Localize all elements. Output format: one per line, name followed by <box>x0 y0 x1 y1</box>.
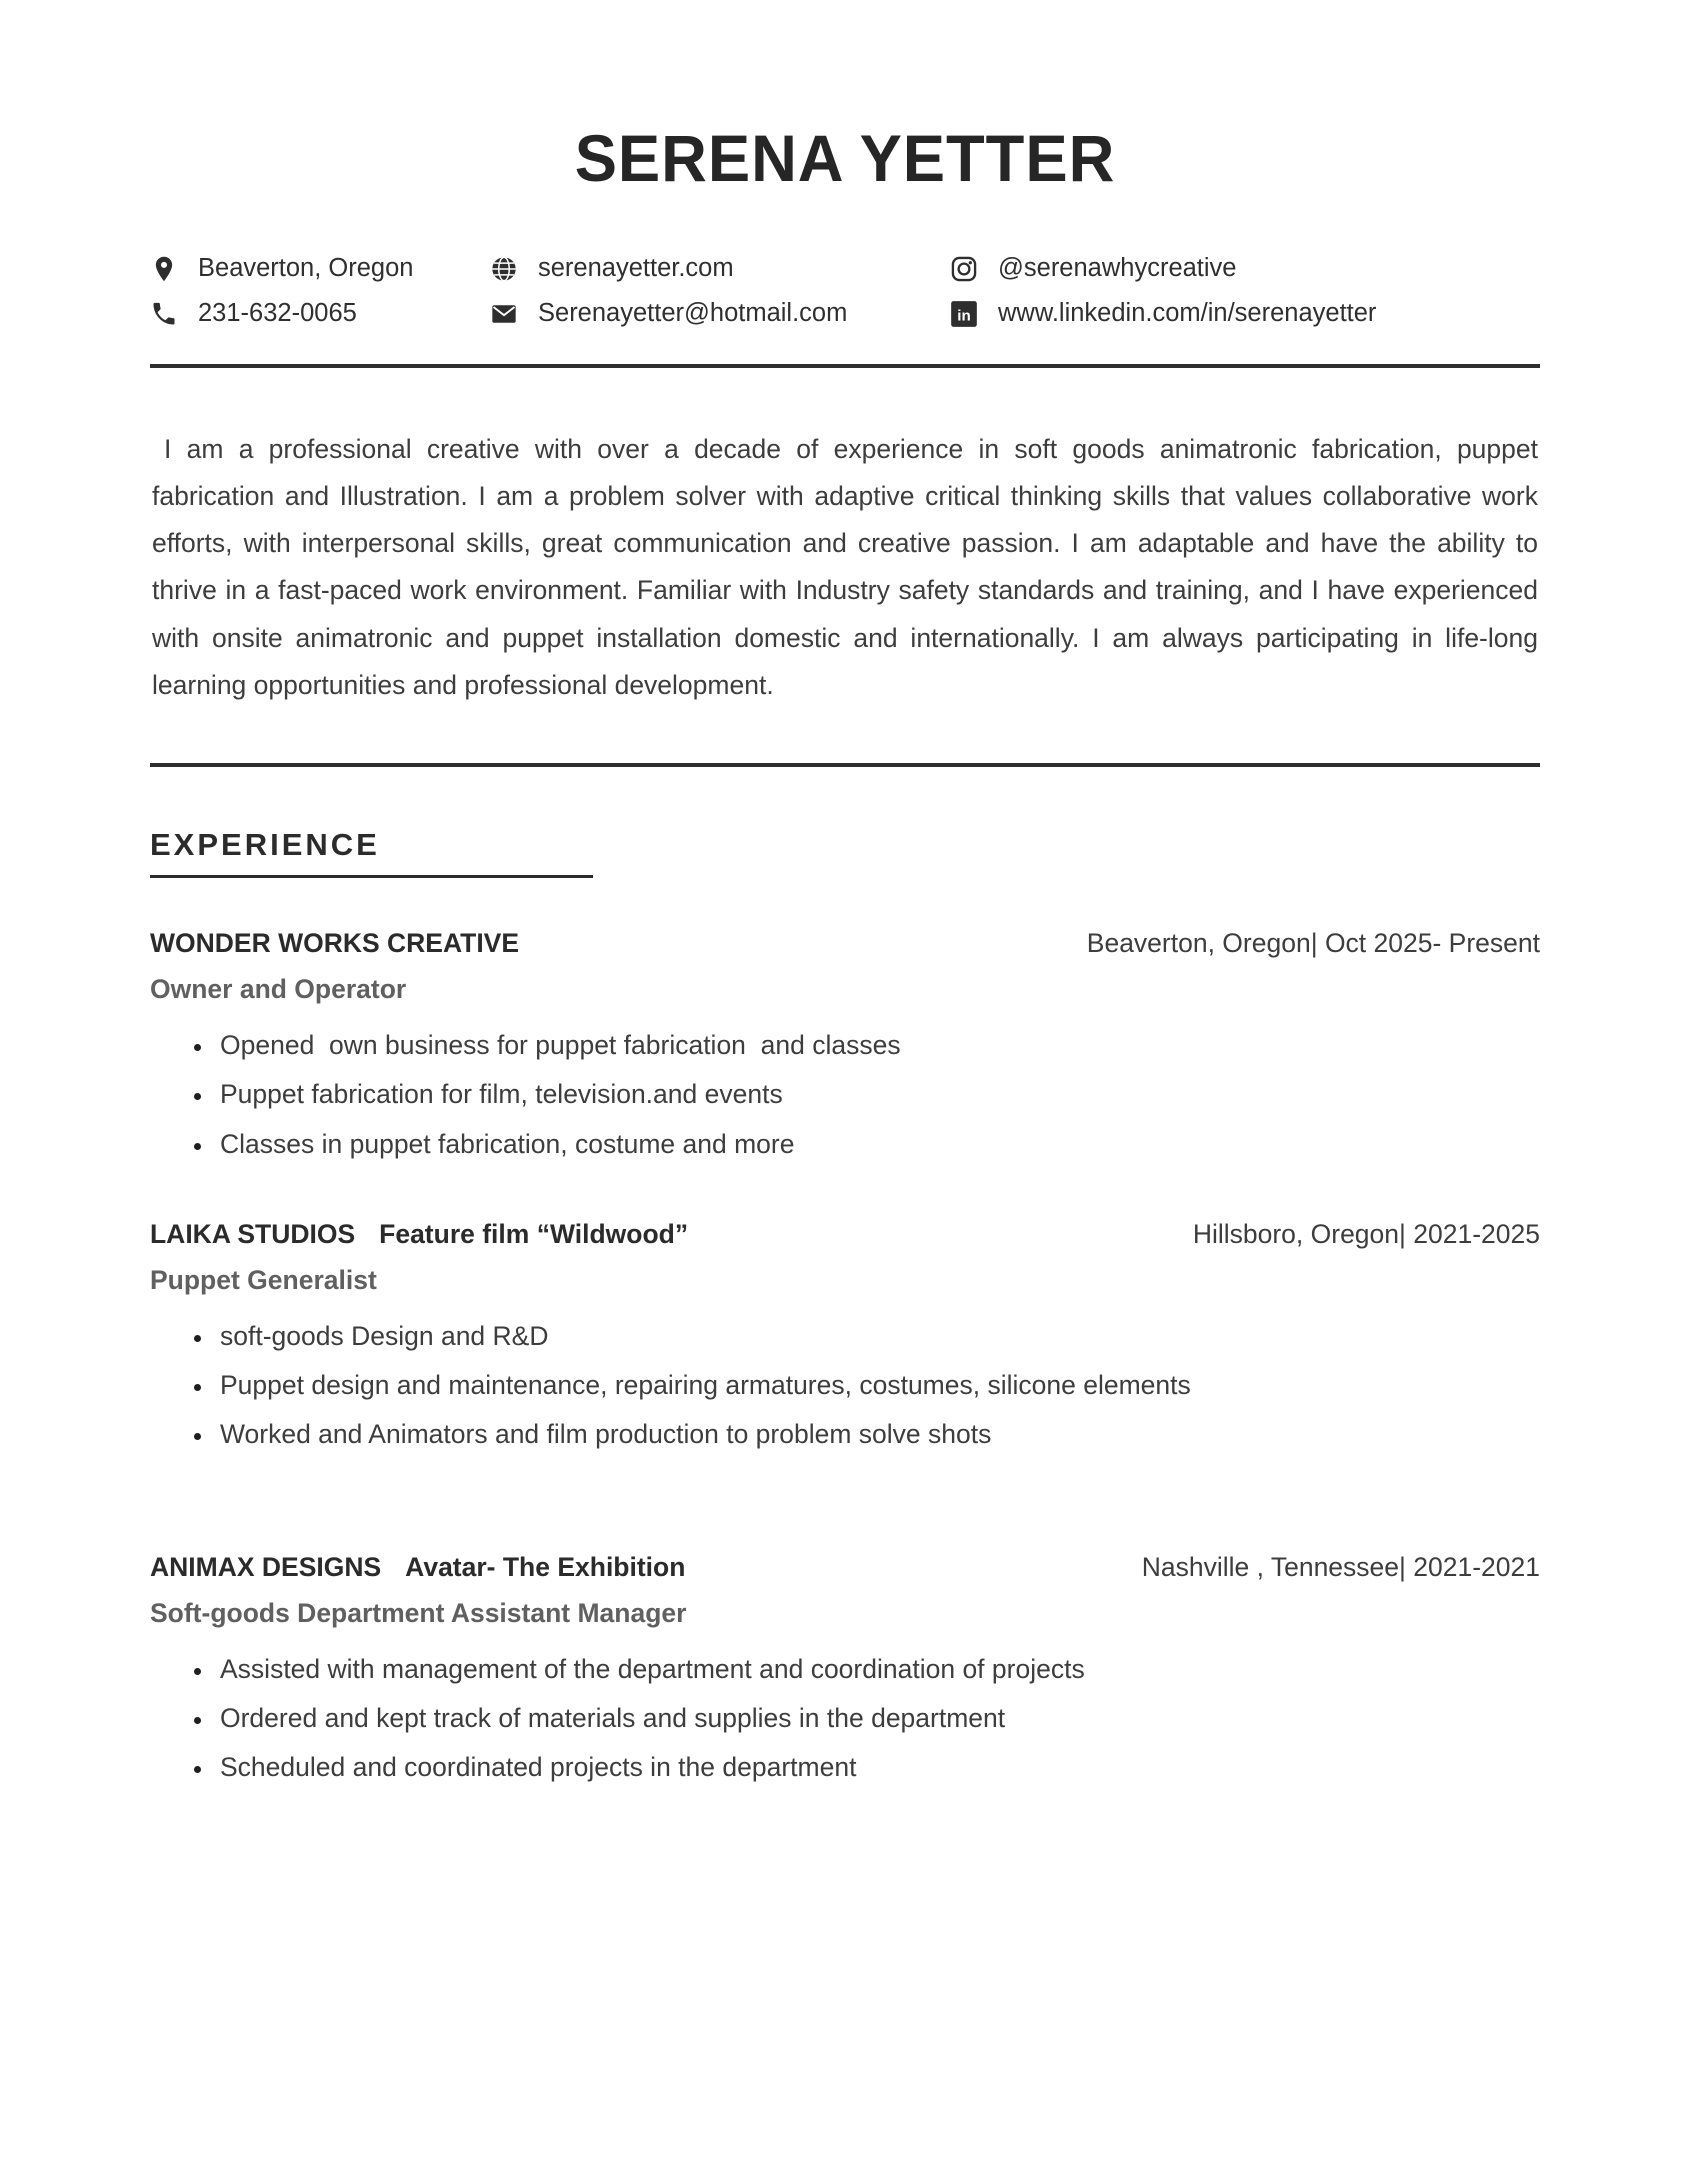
company-name: WONDER WORKS CREATIVE <box>150 927 520 958</box>
globe-icon <box>490 255 518 283</box>
summary-divider <box>150 763 1540 767</box>
website-text: serenayetter.com <box>538 254 734 282</box>
contact-info <box>150 254 1540 328</box>
job-location-dates: Hillsboro, Oregon| 2021-2025 <box>1192 1218 1540 1249</box>
project-name: Avatar- The Exhibition <box>405 1551 686 1582</box>
contact-email <box>490 299 950 328</box>
phone-text: 231-632-0065 <box>198 299 357 327</box>
linkedin-text: www.linkedin.com/in/serenayetter <box>998 299 1377 327</box>
bullet-list <box>150 1312 1540 1460</box>
job-header <box>150 1219 1540 1250</box>
summary-text: I am a professional creative with over a decade of experience in soft goods animatronic fabrication, puppet fabrication and Illustration. I am a problem solver with adaptive critical thinking skills that values collaborative work efforts, with interpersonal skills, great communication and creative passion. I am adaptable and have the ability to thrive in a fast-paced work environment. Familiar with Industry safety standards and training, and I have experienced with onsite animatronic and puppet installation domestic and internationally. I am always participating in life-long learning opportunities and professional development. <box>152 434 1546 700</box>
name-title: SERENA YETTER <box>574 121 1116 195</box>
job-location-dates: Nashville , Tennessee| 2021-2021 <box>1141 1551 1540 1582</box>
job-location-dates: Beaverton, Oregon| Oct 2025- Present <box>1086 927 1540 958</box>
bullet-item: • Ordered and kept track of materials and supplies in the department <box>214 1694 1540 1743</box>
instagram-text: @serenawhycreative <box>998 254 1237 282</box>
bullet-item: • Opened own business for puppet fabrication and classes <box>214 1021 1540 1070</box>
job-title: Owner and Operator <box>150 973 407 1004</box>
bullet-item: • Assisted with management of the department and coordination of projects <box>214 1645 1540 1694</box>
bullet-item: • Puppet design and maintenance, repairing armatures, costumes, silicone elements <box>214 1361 1540 1410</box>
instagram-icon <box>950 255 978 283</box>
job-title: Puppet Generalist <box>150 1264 377 1295</box>
job-title: Soft-goods Department Assistant Manager <box>150 1597 687 1628</box>
experience-underline <box>150 875 593 878</box>
bullet-item: • Worked and Animators and film production to problem solve shots <box>214 1410 1540 1459</box>
job-header-left <box>150 1219 688 1250</box>
email-text: Serenayetter@hotmail.com <box>538 299 848 327</box>
bullet-list <box>150 1021 1540 1169</box>
contact-website <box>490 254 950 283</box>
bullet-list <box>150 1645 1540 1793</box>
job-header-left <box>150 928 543 959</box>
project-name: Feature film “Wildwood” <box>379 1218 689 1249</box>
bullet-item: • Puppet fabrication for film, television.and events <box>214 1070 1540 1119</box>
job-entry-animax-designs <box>150 1552 1540 1793</box>
job-entry-wonder-works <box>150 928 1540 1169</box>
phone-icon <box>150 300 178 328</box>
experience-heading: EXPERIENCE <box>150 826 380 862</box>
contact-instagram <box>950 254 1540 283</box>
location-pin-icon <box>150 255 178 283</box>
contact-linkedin <box>950 299 1540 328</box>
bullet-item: • Classes in puppet fabrication, costume and more <box>214 1120 1540 1169</box>
job-entry-laika-studios <box>150 1219 1540 1460</box>
experience-section <box>150 827 1540 1793</box>
bullet-item: • Scheduled and coordinated projects in the department <box>214 1743 1540 1792</box>
bullet-item: • soft-goods Design and R&D <box>214 1312 1540 1361</box>
contact-phone <box>150 299 490 328</box>
linkedin-icon <box>950 300 978 328</box>
company-name: LAIKA STUDIOS <box>150 1218 356 1249</box>
svg-text:in: in <box>957 306 971 324</box>
location-text: Beaverton, Oregon <box>198 254 414 282</box>
company-name: ANIMAX DESIGNS <box>150 1551 382 1582</box>
job-header <box>150 1552 1540 1583</box>
envelope-icon <box>490 300 518 328</box>
job-header <box>150 928 1540 959</box>
job-header-left <box>150 1552 685 1583</box>
header-divider <box>150 364 1540 368</box>
contact-location <box>150 254 490 283</box>
